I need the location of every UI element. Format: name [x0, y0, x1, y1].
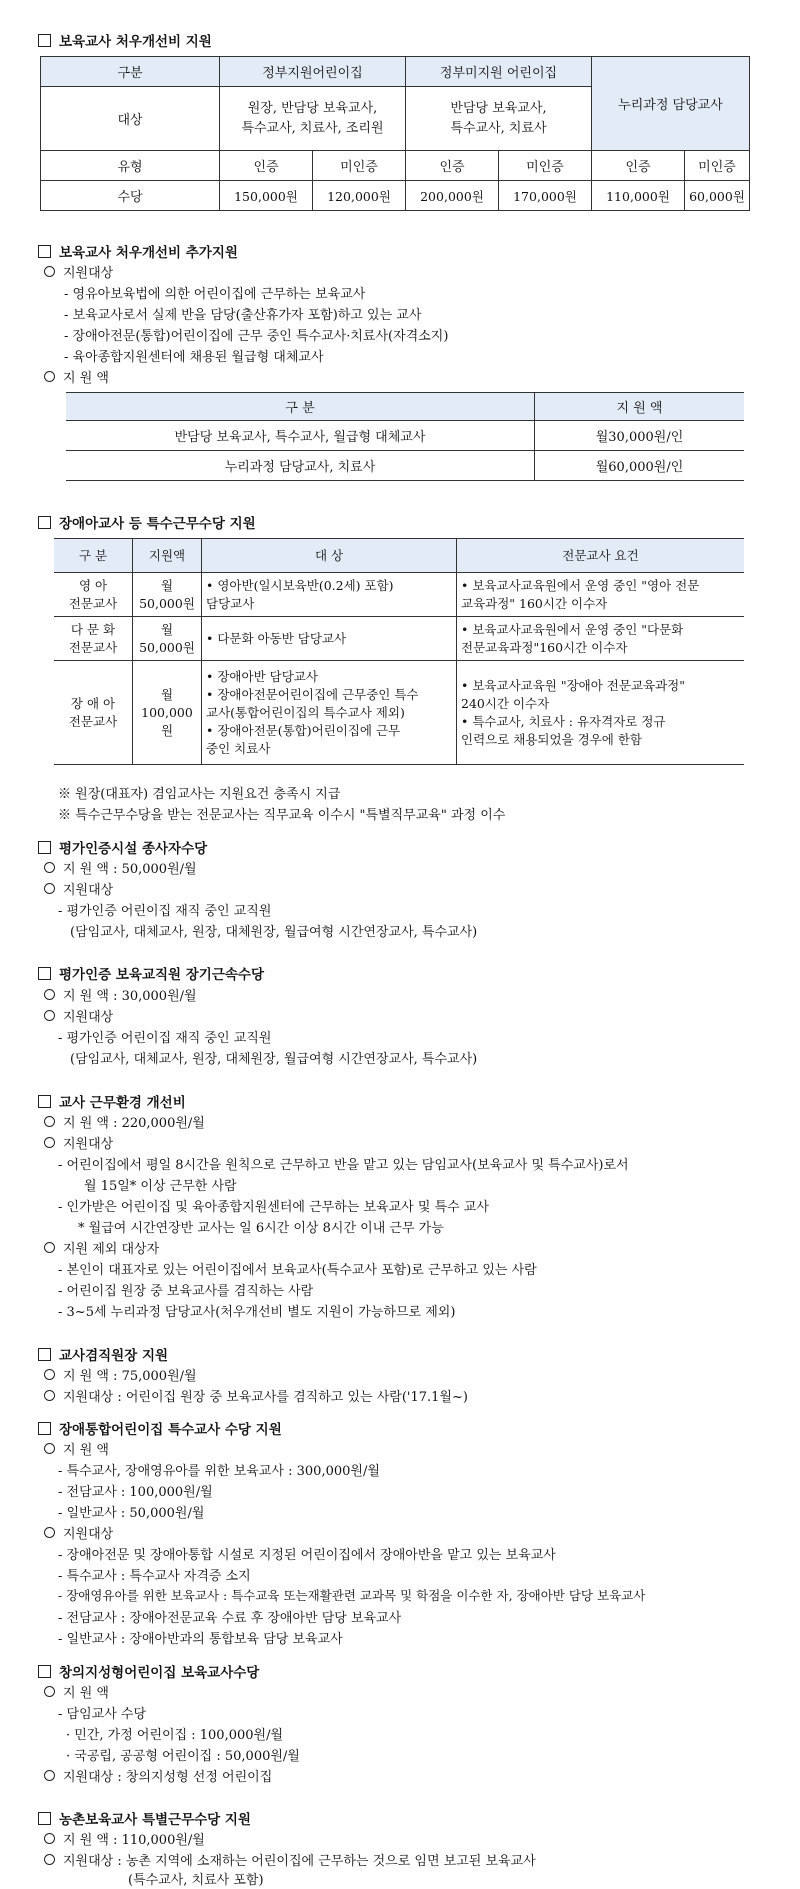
- header-requirement: 전문교사 요건: [457, 539, 745, 573]
- kind-cell: 다 문 화 전문교사: [54, 617, 133, 661]
- list-item: · 국공립, 공공형 어린이집 : 50,000원/월: [66, 1749, 300, 1764]
- amount-heading: 지 원 액: [44, 1682, 109, 1701]
- allowance-table: [40, 56, 750, 211]
- amount-cell: 200,000원: [406, 181, 499, 211]
- kind-cell: 영 아 전문교사: [54, 573, 133, 617]
- list-item: - 일반교사 : 50,000원/월: [58, 1506, 205, 1521]
- list-item: - 인가받은 어린이집 및 육아종합지원센터에 근무하는 보육교사 및 특수 교사: [58, 1200, 489, 1215]
- amount-cell: 110,000원: [592, 181, 685, 211]
- checkbox-square-icon: [38, 516, 51, 529]
- amount-cell: 월 100,000원: [133, 661, 202, 765]
- additional-support-table: [66, 392, 744, 481]
- amount-cell: 150,000원: [220, 181, 313, 211]
- target-cell: • 장애아반 담당교사 • 장애아전문어린이집에 근무중인 특수 교사(통합어린이집의 특수교사 제외) • 장애아전문(통합)어린이집에 근무 중인 치료사: [202, 661, 457, 765]
- list-item: · 민간, 가정 어린이집 : 100,000원/월: [66, 1728, 284, 1743]
- list-item: - 일반교사 : 장애아반과의 통합보육 담당 보육교사: [58, 1632, 343, 1647]
- target-heading: 지원대상: [44, 1523, 113, 1542]
- section-title-4: 평가인증시설 종사자수당: [38, 837, 207, 857]
- note: ※ 원장(대표자) 겸임교사는 지원요건 충족시 지급: [58, 787, 341, 802]
- amount-cell: 170,000원: [499, 181, 592, 211]
- list-item: - 본인이 대표자로 있는 어린이집에서 보육교사(특수교사 포함)로 근무하고 있는 사람: [58, 1263, 537, 1278]
- list-item: - 장애영유아를 위한 보육교사 : 특수교육 또는재활관련 교과목 및 학점을 이수한 자, 장애아반 담당 보육교사: [58, 1588, 646, 1603]
- list-item: - 평가인증 어린이집 재직 중인 교직원: [58, 904, 272, 919]
- amount-line: 지 원 액 : 220,000원/월: [44, 1112, 205, 1131]
- nongov-target: 반담당 보육교사, 특수교사, 치료사: [406, 87, 592, 151]
- list-item: - 3~5세 누리과정 담당교사(처우개선비 별도 지원이 가능하므로 제외): [58, 1305, 456, 1320]
- list-item: - 어린이집에서 평일 8시간을 원칙으로 근무하고 반을 맡고 있는 담임교사(보육교사 및 특수교사)로서: [58, 1158, 629, 1173]
- header-amount: 지원액: [133, 539, 202, 573]
- type-cell: 미인증: [685, 151, 750, 181]
- header-gubun: 구분: [41, 57, 220, 87]
- circle-bullet-icon: [44, 1116, 55, 1127]
- target-heading: 지원대상: [44, 1133, 113, 1152]
- header-gubun: 구 분: [66, 393, 535, 421]
- exclude-heading: 지원 제외 대상자: [44, 1238, 159, 1257]
- target-line: 지원대상 : 창의지성형 선정 어린이집: [44, 1766, 272, 1785]
- type-cell: 인증: [220, 151, 313, 181]
- table-cell: 월30,000원/인: [535, 421, 745, 451]
- checkbox-square-icon: [38, 1422, 51, 1435]
- header-target: 대 상: [202, 539, 457, 573]
- amount-cell: 120,000원: [313, 181, 406, 211]
- header-nuri: 누리과정 담당교사: [592, 57, 750, 151]
- requirement-cell: • 보육교사교육원에서 운영 중인 "영아 전문 교육과정" 160시간 이수자: [457, 573, 745, 617]
- circle-bullet-icon: [44, 1443, 55, 1454]
- section-title-7: 교사겸직원장 지원: [38, 1344, 168, 1364]
- amount-cell: 월 50,000원: [133, 617, 202, 661]
- target-line-cont: (특수교사, 치료사 포함): [128, 1873, 264, 1888]
- list-item: - 어린이집 원장 중 보육교사를 겸직하는 사람: [58, 1284, 314, 1299]
- target-cell: • 영아반(일시보육반(0.2세) 포함) 담당교사: [202, 573, 457, 617]
- circle-bullet-icon: [44, 1686, 55, 1697]
- section-title-2: 보육교사 처우개선비 추가지원: [38, 241, 238, 261]
- list-item: - 특수교사 : 특수교사 자격증 소지: [58, 1569, 251, 1584]
- amount-heading: 지 원 액: [44, 367, 109, 386]
- circle-bullet-icon: [44, 1527, 55, 1538]
- list-item: - 장애아전문(통합)어린이집에 근무 중인 특수교사·치료사(자격소지): [64, 329, 449, 344]
- header-amount: 지 원 액: [535, 393, 745, 421]
- checkbox-square-icon: [38, 245, 51, 258]
- list-item: - 평가인증 어린이집 재직 중인 교직원: [58, 1031, 272, 1046]
- circle-bullet-icon: [44, 1010, 55, 1021]
- requirement-cell: • 보육교사교육원에서 운영 중인 "다문화 전문교육과정"160시간 이수자: [457, 617, 745, 661]
- list-item: - 전담교사 : 장애아전문교육 수료 후 장애아반 담당 보육교사: [58, 1611, 402, 1626]
- checkbox-square-icon: [38, 34, 51, 47]
- checkbox-square-icon: [38, 1348, 51, 1361]
- list-item: (담임교사, 대체교사, 원장, 대체원장, 월급여형 시간연장교사, 특수교사): [70, 925, 478, 940]
- circle-bullet-icon: [44, 1833, 55, 1844]
- list-item: - 특수교사, 장애영유아를 위한 보육교사 : 300,000원/월: [58, 1464, 380, 1479]
- circle-bullet-icon: [44, 371, 55, 382]
- list-item: - 장애아전문 및 장애아통합 시설로 지정된 어린이집에서 장애아반을 맡고 있는 보육교사: [58, 1548, 556, 1563]
- section-title-1: 보육교사 처우개선비 지원: [38, 30, 212, 50]
- header-nongov: 정부미지원 어린이집: [406, 57, 592, 87]
- list-item: - 보육교사로서 실제 반을 담당(출산휴가자 포함)하고 있는 교사: [64, 308, 422, 323]
- circle-bullet-icon: [44, 1137, 55, 1148]
- type-cell: 미인증: [313, 151, 406, 181]
- special-allowance-table: [54, 538, 744, 765]
- circle-bullet-icon: [44, 1369, 55, 1380]
- circle-bullet-icon: [44, 266, 55, 277]
- target-cell: • 다문화 아동반 담당교사: [202, 617, 457, 661]
- circle-bullet-icon: [44, 989, 55, 1000]
- list-item: (담임교사, 대체교사, 원장, 대체원장, 월급여형 시간연장교사, 특수교사): [70, 1052, 478, 1067]
- target-heading: 지원대상: [44, 879, 113, 898]
- list-item: - 담임교사 수당: [58, 1707, 147, 1722]
- list-item: - 영유아보육법에 의한 어린이집에 근무하는 보육교사: [64, 287, 366, 302]
- table-cell: 누리과정 담당교사, 치료사: [66, 451, 535, 481]
- kind-cell: 장 애 아 전문교사: [54, 661, 133, 765]
- section-title-9: 창의지성형어린이집 보육교사수당: [38, 1661, 259, 1681]
- amount-heading: 지 원 액: [44, 1439, 109, 1458]
- amount-line: 지 원 액 : 110,000원/월: [44, 1829, 205, 1848]
- note: ※ 특수근무수당을 받는 전문교사는 직무교육 이수시 "특별직무교육" 과정 이수: [58, 808, 506, 823]
- amount-cell: 월 50,000원: [133, 573, 202, 617]
- amount-line: 지 원 액 : 75,000원/월: [44, 1365, 197, 1384]
- checkbox-square-icon: [38, 1665, 51, 1678]
- amount-cell: 60,000원: [685, 181, 750, 211]
- list-item: * 월급여 시간연장반 교사는 일 6시간 이상 8시간 이내 근무 가능: [78, 1221, 444, 1236]
- amount-line: 지 원 액 : 30,000원/월: [44, 985, 197, 1004]
- table-cell: 반담당 보육교사, 특수교사, 월급형 대체교사: [66, 421, 535, 451]
- checkbox-square-icon: [38, 841, 51, 854]
- label-target: 대상: [41, 87, 220, 151]
- checkbox-square-icon: [38, 1095, 51, 1108]
- requirement-cell: • 보육교사교육원 "장애아 전문교육과정" 240시간 이수자 • 특수교사, 치료사 : 유자격자로 정규 인력으로 채용되었을 경우에 한함: [457, 661, 745, 765]
- target-heading: 지원대상: [44, 262, 113, 281]
- table-cell: 월60,000원/인: [535, 451, 745, 481]
- type-cell: 미인증: [499, 151, 592, 181]
- target-line: 지원대상 : 어린이집 원장 중 보육교사를 겸직하고 있는 사람('17.1월~): [44, 1386, 468, 1405]
- checkbox-square-icon: [38, 1812, 51, 1825]
- gov-target: 원장, 반담당 보육교사, 특수교사, 치료사, 조리원: [220, 87, 406, 151]
- circle-bullet-icon: [44, 1854, 55, 1865]
- target-heading: 지원대상: [44, 1006, 113, 1025]
- section-title-3: 장애아교사 등 특수근무수당 지원: [38, 512, 256, 532]
- section-title-6: 교사 근무환경 개선비: [38, 1091, 186, 1111]
- label-amount: 수당: [41, 181, 220, 211]
- list-item: - 육아종합지원센터에 채용된 월급형 대체교사: [64, 350, 324, 365]
- section-title-10: 농촌보육교사 특별근무수당 지원: [38, 1808, 251, 1828]
- section-title-8: 장애통합어린이집 특수교사 수당 지원: [38, 1418, 282, 1438]
- checkbox-square-icon: [38, 967, 51, 980]
- label-type: 유형: [41, 151, 220, 181]
- list-item: 월 15일* 이상 근무한 사람: [84, 1179, 237, 1194]
- target-line: 지원대상 : 농촌 지역에 소재하는 어린이집에 근무하는 것으로 임면 보고된 보육교사: [44, 1850, 536, 1869]
- header-gov: 정부지원어린이집: [220, 57, 406, 87]
- circle-bullet-icon: [44, 1390, 55, 1401]
- type-cell: 인증: [406, 151, 499, 181]
- header-kind: 구 분: [54, 539, 133, 573]
- section-title-5: 평가인증 보육교직원 장기근속수당: [38, 963, 264, 983]
- list-item: - 전담교사 : 100,000원/월: [58, 1485, 213, 1500]
- circle-bullet-icon: [44, 862, 55, 873]
- type-cell: 인증: [592, 151, 685, 181]
- circle-bullet-icon: [44, 1770, 55, 1781]
- circle-bullet-icon: [44, 1242, 55, 1253]
- amount-line: 지 원 액 : 50,000원/월: [44, 858, 197, 877]
- circle-bullet-icon: [44, 883, 55, 894]
